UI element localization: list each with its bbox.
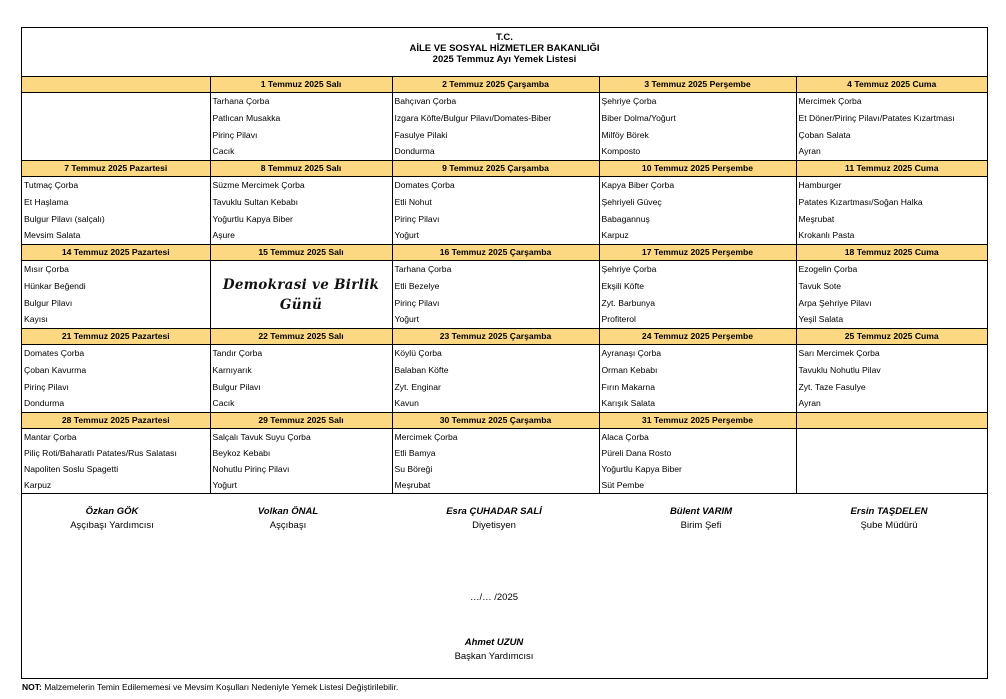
note-label: NOT: [22, 682, 42, 692]
signature-title: Aşçıbaşı Yardımcısı [70, 520, 154, 531]
footer-note [22, 682, 398, 692]
header-line-2: AİLE VE SOSYAL HİZMETLER BAKANLIĞI [409, 43, 600, 54]
day-date [22, 77, 210, 93]
menu-item: Mısır Çorba [24, 264, 69, 274]
day-menu-cell [22, 93, 210, 161]
day-date: 7 Temmuz 2025 Pazartesi [22, 161, 210, 177]
menu-item: Domates Çorba [24, 348, 85, 358]
signature-title: Aşçıbaşı [269, 520, 307, 531]
menu-item: Tavuklu Sultan Kebabı [212, 196, 299, 207]
menu-item: Şehriye Çorba [601, 264, 657, 274]
day-date: 4 Temmuz 2025 Cuma [796, 77, 987, 93]
day-date: 24 Temmuz 2025 Perşembe [599, 329, 796, 345]
menu-item: Pirinç Pilavı [394, 297, 440, 308]
menu-item: Bulgur Pilavı [212, 381, 261, 392]
menu-item: Mercimek Çorba [798, 96, 862, 106]
menu-item [797, 445, 988, 461]
day-menu-cell [599, 177, 796, 245]
week-header-row [22, 77, 987, 93]
day-date: 2 Temmuz 2025 Çarşamba [392, 77, 599, 93]
menu-item: Etli Nohut [394, 196, 432, 207]
menu-item: Şehriye Çorba [601, 96, 657, 106]
menu-item: Bulgur Pilavı [24, 297, 73, 308]
menu-item: Zyt. Barbunya [601, 297, 655, 308]
date-line: …/… /2025 [469, 592, 519, 603]
day-date: 9 Temmuz 2025 Çarşamba [392, 161, 599, 177]
signature-block [22, 505, 202, 533]
day-date: 15 Temmuz 2025 Salı [210, 245, 392, 261]
menu-item: Yoğurt [212, 480, 238, 490]
menu-item: Bahçıvan Çorba [394, 96, 457, 106]
menu-item: Ayran [798, 398, 821, 409]
document-header [22, 28, 987, 76]
day-menu-cell [796, 345, 987, 413]
menu-item: Etli Bamya [394, 448, 436, 458]
menu-item: Çoban Kavurma [24, 364, 87, 375]
menu-item: Aşure [212, 230, 235, 241]
menu-item: Zyt. Enginar [394, 381, 441, 392]
signature-name: Bülent VARIM [669, 506, 733, 517]
menu-item: Et Haşlama [24, 196, 69, 207]
menu-item: Hünkar Beğendi [24, 280, 86, 291]
signature-name: Ersin TAŞDELEN [850, 506, 928, 517]
menu-item: Arpa Şehriye Pilavı [798, 297, 872, 308]
week-header-row [22, 245, 987, 261]
day-menu-cell [392, 177, 599, 245]
menu-item: Sarı Mercimek Çorba [798, 348, 880, 358]
menu-item: Kapya Biber Çorba [601, 180, 675, 190]
menu-item: Nohutlu Pirinç Pilavı [212, 464, 290, 474]
menu-item: Yoğurt [394, 230, 420, 241]
menu-item: Mantar Çorba [24, 432, 77, 442]
menu-item: Komposto [601, 146, 641, 157]
day-menu-cell [392, 93, 599, 161]
day-date: 18 Temmuz 2025 Cuma [796, 245, 987, 261]
menu-item: Tavuk Sote [798, 280, 842, 291]
menu-item: Mevsim Salata [24, 230, 81, 241]
menu-item: Meşrubat [798, 213, 835, 224]
menu-item [797, 461, 988, 477]
menu-item: Karpuz [24, 480, 52, 490]
menu-item: Tandır Çorba [212, 348, 263, 358]
menu-item: Ekşili Köfte [601, 280, 645, 291]
day-menu-cell [210, 177, 392, 245]
menu-document [21, 27, 988, 679]
menu-item [22, 127, 210, 144]
menu-item: Krokanlı Pasta [798, 230, 855, 241]
menu-item: Alaca Çorba [601, 432, 649, 442]
week-menu-row [22, 429, 987, 494]
menu-item: Salçalı Tavuk Suyu Çorba [212, 432, 311, 442]
menu-item: Cacık [212, 146, 235, 157]
day-menu-cell [796, 429, 987, 494]
menu-item: Babagannuş [601, 213, 650, 224]
day-date: 31 Temmuz 2025 Perşembe [599, 413, 796, 429]
menu-item: Yoğurt [394, 314, 420, 325]
day-menu-cell [796, 261, 987, 329]
day-menu-cell [210, 261, 392, 329]
menu-item: Şehriyeli Güveç [601, 196, 662, 207]
signature-block [198, 505, 378, 533]
menu-item: Karnıyarık [212, 364, 252, 375]
menu-item: Fırın Makarna [601, 381, 655, 392]
menu-item: Süzme Mercimek Çorba [212, 180, 305, 190]
week-header-row [22, 413, 987, 429]
week-menu-row [22, 93, 987, 161]
day-menu-cell [210, 345, 392, 413]
signature-name: Esra ÇUHADAR SALİ [446, 506, 542, 517]
holiday-note-line: Günü [279, 296, 323, 313]
menu-item: Izgara Köfte/Bulgur Pilavı/Domates-Biber [394, 112, 552, 123]
menu-item: Bulgur Pilavı (salçalı) [24, 213, 105, 224]
signature-name: Özkan GÖK [85, 506, 139, 517]
day-date: 16 Temmuz 2025 Çarşamba [392, 245, 599, 261]
note-text: Malzemelerin Temin Edilememesi ve Mevsim Koşulları Nedeniyle Yemek Listesi Değiştirilebilir. [41, 682, 399, 692]
menu-item [22, 110, 210, 127]
signature-block [799, 505, 979, 533]
menu-item: Ezogelin Çorba [798, 264, 858, 274]
menu-item: Pirinç Pilavı [212, 129, 258, 140]
menu-item: Tarhana Çorba [394, 264, 452, 274]
menu-item: Yoğurtlu Kapya Biber [601, 464, 682, 474]
signature-block [404, 505, 584, 533]
menu-item: Kavun [394, 398, 419, 409]
day-menu-cell [599, 93, 796, 161]
menu-item: Tavuklu Nohutlu Pilav [798, 364, 881, 375]
day-menu-cell [599, 429, 796, 494]
menu-item: Fasulye Pilaki [394, 129, 448, 140]
menu-item: Et Döner/Pirinç Pilavı/Patates Kızartması [798, 112, 955, 123]
menu-item: Dondurma [24, 398, 65, 409]
day-date: 21 Temmuz 2025 Pazartesi [22, 329, 210, 345]
menu-item: Domates Çorba [394, 180, 455, 190]
menu-item: Çoban Salata [798, 129, 851, 140]
header-line-3: 2025 Temmuz Ayı Yemek Listesi [432, 54, 577, 65]
menu-item: Ayran [798, 146, 821, 157]
signature-title: Diyetisyen [472, 520, 516, 531]
menu-item: Karpuz [601, 230, 629, 241]
day-date: 14 Temmuz 2025 Pazartesi [22, 245, 210, 261]
menu-item: Biber Dolma/Yoğurt [601, 112, 676, 123]
menu-item: Tutmaç Çorba [24, 180, 79, 190]
day-menu-cell [599, 345, 796, 413]
menu-item: Dondurma [394, 146, 435, 157]
menu-item: Yoğurtlu Kapya Biber [212, 213, 293, 224]
menu-item: Yeşil Salata [798, 314, 844, 325]
day-date: 11 Temmuz 2025 Cuma [796, 161, 987, 177]
day-menu-cell [210, 93, 392, 161]
day-menu-cell [22, 261, 210, 329]
menu-item: Köylü Çorba [394, 348, 442, 358]
day-menu-cell [392, 345, 599, 413]
day-menu-cell [392, 429, 599, 494]
day-date: 1 Temmuz 2025 Salı [210, 77, 392, 93]
menu-item: Milföy Börek [601, 129, 649, 140]
day-date: 29 Temmuz 2025 Salı [210, 413, 392, 429]
day-date: 8 Temmuz 2025 Salı [210, 161, 392, 177]
day-date: 3 Temmuz 2025 Perşembe [599, 77, 796, 93]
menu-item: Tarhana Çorba [212, 96, 270, 106]
day-date [796, 413, 987, 429]
menu-item: Meşrubat [394, 480, 431, 490]
menu-item: Patates Kızartması/Soğan Halka [798, 196, 923, 207]
signature-block [611, 505, 791, 533]
menu-item: Napoliten Soslu Spagetti [24, 464, 119, 474]
day-date: 28 Temmuz 2025 Pazartesi [22, 413, 210, 429]
menu-item: Profiterol [601, 314, 636, 325]
day-menu-cell [599, 261, 796, 329]
menu-item: Patlıcan Musakka [212, 112, 281, 123]
menu-item: Cacık [212, 398, 235, 409]
menu-item: Ayranaşı Çorba [601, 348, 662, 358]
approver-title: Başkan Yardımcısı [454, 651, 534, 662]
day-date: 22 Temmuz 2025 Salı [210, 329, 392, 345]
menu-item: Karışık Salata [601, 398, 655, 409]
menu-item [797, 477, 988, 493]
day-date: 17 Temmuz 2025 Perşembe [599, 245, 796, 261]
week-header-row [22, 329, 987, 345]
day-menu-cell [796, 177, 987, 245]
menu-item: Pirinç Pilavı [24, 381, 69, 392]
menu-item [22, 93, 210, 110]
day-menu-cell [796, 93, 987, 161]
day-menu-cell [210, 429, 392, 494]
menu-item: Balaban Köfte [394, 364, 449, 375]
menu-item: Hamburger [798, 180, 842, 190]
approver-signature [404, 636, 584, 664]
signature-title: Şube Müdürü [860, 520, 918, 531]
approver-name: Ahmet UZUN [464, 637, 524, 648]
day-date: 23 Temmuz 2025 Çarşamba [392, 329, 599, 345]
header-line-1: T.C. [496, 32, 513, 43]
week-menu-row [22, 177, 987, 245]
holiday-note [211, 261, 392, 328]
signature-name: Volkan ÖNAL [257, 506, 319, 517]
week-menu-row [22, 345, 987, 413]
menu-item: Beykoz Kebabı [212, 448, 271, 458]
week-header-row [22, 161, 987, 177]
menu-item [22, 143, 210, 160]
menu-table [22, 76, 987, 494]
menu-item: Piliç Roti/Baharatlı Patates/Rus Salatası [24, 448, 177, 458]
day-menu-cell [22, 177, 210, 245]
menu-item: Etli Bezelye [394, 280, 440, 291]
day-menu-cell [22, 345, 210, 413]
menu-item: Kayısı [24, 314, 48, 325]
menu-item: Orman Kebabı [601, 364, 658, 375]
holiday-note-line: Demokrasi ve Birlik [222, 276, 380, 293]
signature-title: Birim Şefi [680, 520, 722, 531]
menu-item: Zyt. Taze Fasulye [798, 381, 866, 392]
day-menu-cell [22, 429, 210, 494]
menu-item: Püreli Dana Rosto [601, 448, 672, 458]
week-menu-row [22, 261, 987, 329]
day-date: 30 Temmuz 2025 Çarşamba [392, 413, 599, 429]
menu-item: Süt Pembe [601, 480, 645, 490]
menu-item [797, 429, 988, 445]
menu-item: Mercimek Çorba [394, 432, 458, 442]
day-date: 10 Temmuz 2025 Perşembe [599, 161, 796, 177]
day-date: 25 Temmuz 2025 Cuma [796, 329, 987, 345]
day-menu-cell [392, 261, 599, 329]
menu-item: Pirinç Pilavı [394, 213, 440, 224]
menu-item: Su Böreği [394, 464, 433, 474]
